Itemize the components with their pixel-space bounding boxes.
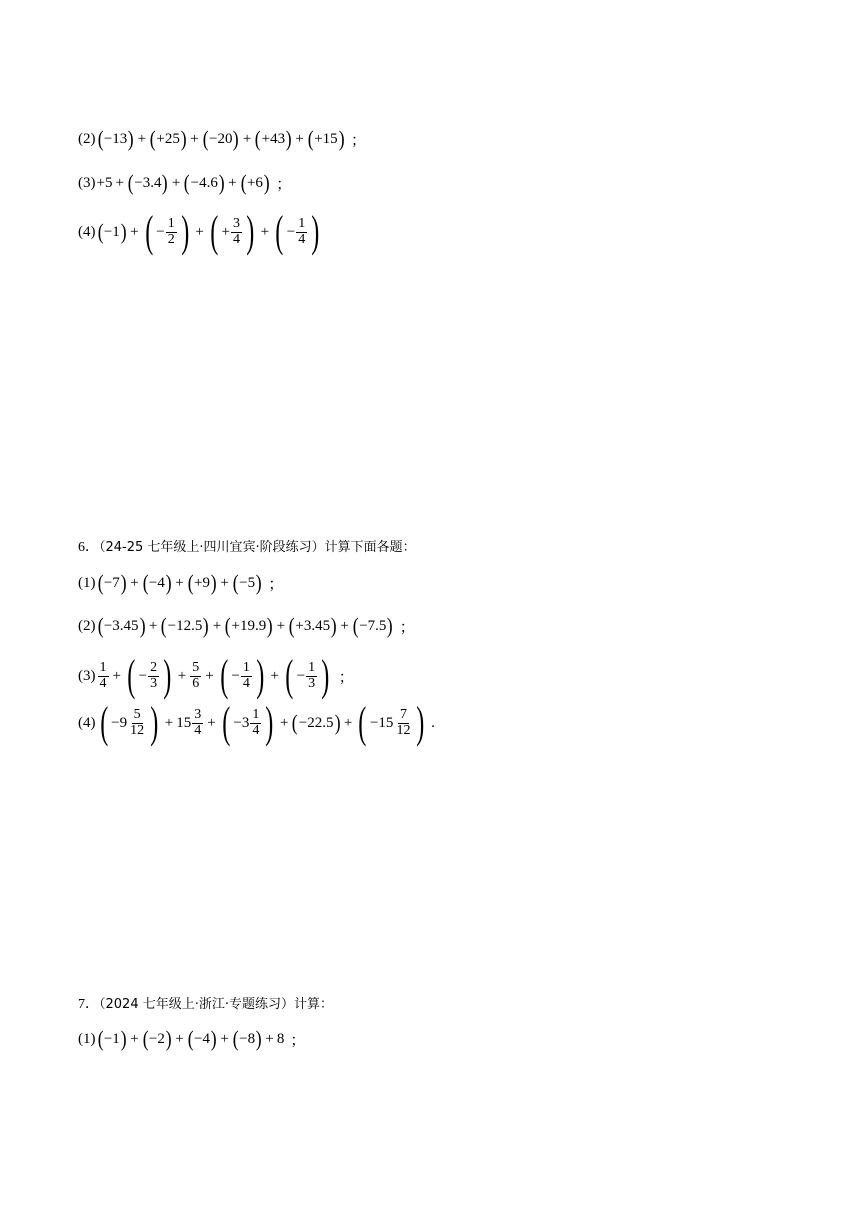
- q5-part-4: [78, 207, 323, 256]
- term: ( −7.5 ): [352, 613, 394, 638]
- term: ( −20 ): [202, 126, 240, 151]
- fraction: $\frac{7}{12}$: [396, 706, 411, 738]
- q6-part-3: [78, 651, 354, 700]
- mixed-term: ( −9 $\frac{5}{12}$ ): [99, 698, 159, 747]
- semicolon: ；: [268, 576, 284, 593]
- q6-part-4: [78, 698, 435, 747]
- plus-sign: +: [220, 1030, 229, 1047]
- term: ( +43 ): [255, 126, 292, 151]
- period: .: [431, 714, 435, 731]
- plus-sign: +: [164, 714, 174, 731]
- part-label: (2): [78, 130, 96, 147]
- part-label: (2): [78, 617, 96, 634]
- term: ( +9 ): [187, 570, 217, 595]
- term: +5: [96, 174, 113, 191]
- semicolon: ；: [276, 176, 292, 193]
- semicolon: ；: [399, 619, 415, 636]
- q6-part-2: [78, 615, 415, 637]
- term: ( +15 ): [307, 126, 345, 151]
- plus-sign: +: [343, 714, 353, 731]
- fraction-term: ( − $\frac{1}{4}$ ): [275, 207, 320, 256]
- plus-sign: +: [280, 714, 289, 731]
- term: ( −4 ): [142, 570, 172, 595]
- fraction-term: ( − $\frac{1}{3}$ ): [285, 651, 330, 700]
- question-source: （2024 七年级上·浙江·专题练习）计算：: [99, 997, 333, 1012]
- fraction: $\frac{1}{4}$: [242, 659, 250, 691]
- plus-sign: +: [112, 667, 121, 684]
- part-label: (1): [78, 1030, 96, 1047]
- plus-sign: +: [220, 574, 229, 591]
- plus-sign: +: [270, 667, 279, 684]
- term: ( −22.5 ): [292, 710, 341, 735]
- mixed-term: ( −15 $\frac{7}{12}$ ): [358, 698, 425, 747]
- term: ( +19.9 ): [224, 613, 273, 638]
- plus-sign: +: [228, 174, 237, 191]
- term: ( +25 ): [149, 126, 187, 151]
- term: ( −7 ): [97, 570, 127, 595]
- term: ( −4 ): [187, 1026, 217, 1051]
- question-source: （24-25 七年级上·四川宜宾·阶段练习）计算下面各题：: [99, 540, 416, 555]
- plus-sign: +: [115, 174, 124, 191]
- part-label: (1): [78, 574, 96, 591]
- fraction: $\frac{1}{2}$: [167, 215, 175, 247]
- term: ( −5 ): [232, 570, 262, 595]
- term: ( −8 ): [232, 1026, 262, 1051]
- plus-sign: +: [207, 714, 216, 731]
- term: ( −1 ): [97, 219, 127, 244]
- fraction-term: ( − $\frac{1}{2}$ ): [144, 207, 190, 256]
- semicolon: ；: [290, 1032, 306, 1049]
- mixed-number: 15 $\frac{3}{4}$: [176, 706, 202, 738]
- term: ( −1 ): [97, 1026, 127, 1051]
- term: ( −13 ): [97, 126, 134, 151]
- fraction: $\frac{5}{12}$: [130, 706, 145, 738]
- plus-sign: +: [260, 223, 270, 240]
- plus-sign: +: [130, 574, 139, 591]
- fraction-term: ( − $\frac{1}{4}$ ): [219, 651, 265, 700]
- plus-sign: +: [340, 617, 349, 634]
- plus-sign: +: [175, 1030, 184, 1047]
- q7-header: [78, 993, 333, 1013]
- plus-sign: +: [276, 617, 286, 634]
- plus-sign: +: [190, 130, 199, 147]
- part-label: (4): [78, 223, 96, 240]
- plus-sign: +: [175, 574, 184, 591]
- term: ( −4.6 ): [184, 170, 225, 195]
- plus-sign: +: [265, 1030, 274, 1047]
- fraction: $\frac{3}{4}$: [194, 706, 202, 738]
- part-label: (3): [78, 667, 96, 684]
- q5-part-2: [78, 128, 366, 150]
- plus-sign: +: [205, 667, 214, 684]
- term: ( +3.45 ): [288, 613, 337, 638]
- term: 8: [276, 1030, 285, 1047]
- q6-header: [78, 536, 416, 556]
- plus-sign: +: [242, 130, 252, 147]
- question-number: 6．: [78, 540, 99, 555]
- question-number: 7．: [78, 997, 99, 1012]
- mixed-term: ( −3 $\frac{1}{4}$ ): [222, 698, 274, 747]
- term: ( +6 ): [240, 170, 270, 195]
- plus-sign: +: [148, 617, 158, 634]
- q7-part-1: [78, 1028, 305, 1050]
- part-label: (4): [78, 714, 96, 731]
- fraction: $\frac{5}{6}$: [192, 659, 200, 691]
- q5-part-3: [78, 172, 291, 194]
- plus-sign: +: [295, 130, 304, 147]
- plus-sign: +: [177, 667, 187, 684]
- fraction: $\frac{1}{4}$: [298, 215, 306, 247]
- fraction: $\frac{3}{4}$: [232, 215, 240, 247]
- term: ( −2 ): [142, 1026, 172, 1051]
- fraction: $\frac{1}{3}$: [308, 659, 316, 691]
- semicolon: ；: [338, 669, 354, 686]
- fraction-term: ( + $\frac{3}{4}$ ): [210, 207, 255, 256]
- semicolon: ；: [351, 132, 367, 149]
- plus-sign: +: [195, 223, 204, 240]
- term: ( −12.5 ): [161, 613, 209, 638]
- fraction-term: ( − $\frac{2}{3}$ ): [127, 651, 172, 700]
- plus-sign: +: [171, 174, 181, 191]
- plus-sign: +: [212, 617, 222, 634]
- part-label: (3): [78, 174, 96, 191]
- term: ( −3.45 ): [97, 613, 146, 638]
- q6-part-1: [78, 572, 283, 594]
- fraction: $\frac{2}{3}$: [150, 659, 158, 691]
- plus-sign: +: [137, 130, 147, 147]
- plus-sign: +: [130, 223, 139, 240]
- term: ( −3.4 ): [127, 170, 169, 195]
- fraction: $\frac{1}{4}$: [99, 659, 107, 691]
- plus-sign: +: [130, 1030, 139, 1047]
- fraction: $\frac{1}{4}$: [252, 706, 260, 738]
